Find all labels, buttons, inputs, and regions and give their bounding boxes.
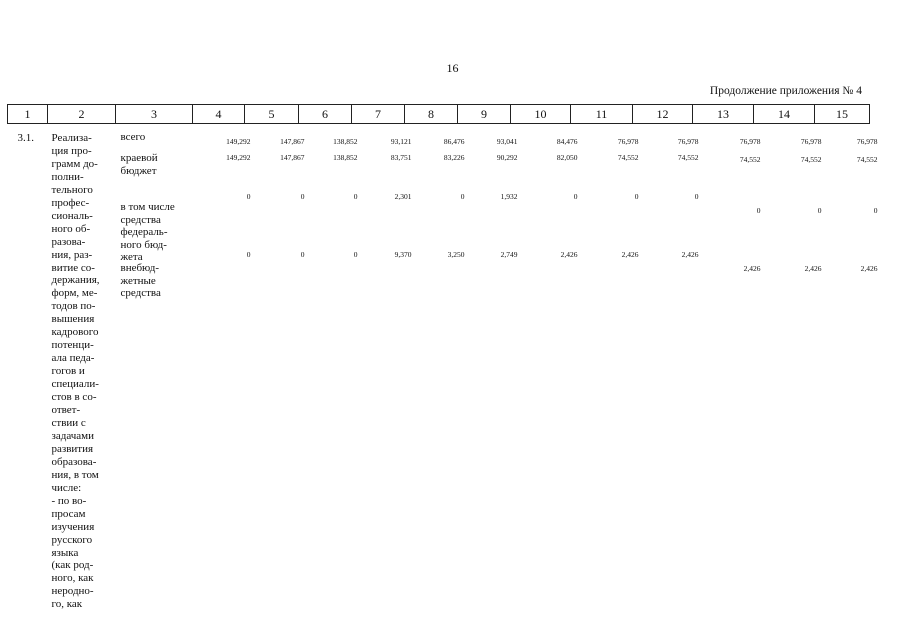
funding-value: 74,552 xyxy=(739,155,761,164)
funding-value: 76,978 xyxy=(856,137,878,146)
activity-name-line: просам xyxy=(51,507,86,520)
funding-source-label: бюджет xyxy=(120,164,157,177)
activity-name-line: ция про- xyxy=(51,144,92,157)
column-header: 10 xyxy=(511,105,571,124)
activity-name-line: задачами xyxy=(51,429,95,442)
activity-name-line: ния, в том xyxy=(51,468,99,481)
funding-value: 3,250 xyxy=(447,250,465,259)
funding-value: 2,426 xyxy=(681,250,699,259)
activity-name-line: языка xyxy=(51,546,79,559)
funding-value: 74,552 xyxy=(800,155,822,164)
funding-value: 74,552 xyxy=(617,153,639,162)
funding-value: 1,932 xyxy=(500,192,518,201)
funding-value: 2,749 xyxy=(500,250,518,259)
column-header: 15 xyxy=(815,105,870,124)
column-header: 7 xyxy=(352,105,405,124)
funding-value: 76,978 xyxy=(800,137,822,146)
activity-name-line: (как род- xyxy=(51,559,94,572)
funding-source-label: жетные xyxy=(120,274,156,287)
activity-name-line: ала педа- xyxy=(51,352,95,365)
activity-name-line: - по во- xyxy=(51,494,87,507)
activity-name-line: полни- xyxy=(51,170,84,183)
activity-name-line: ного, как xyxy=(51,572,94,585)
funding-value: 93,121 xyxy=(390,137,412,146)
funding-value: 83,226 xyxy=(443,153,465,162)
appendix-continuation-note: Продолжение приложения № 4 xyxy=(709,85,862,97)
funding-value: 0 xyxy=(573,192,578,201)
activity-name-line: тельного xyxy=(51,183,93,196)
table-row xyxy=(8,124,870,612)
activity-name-line: изучения xyxy=(51,520,95,533)
funding-value: 147,867 xyxy=(280,153,305,162)
column-number-row xyxy=(8,105,870,124)
activity-name-line: профес- xyxy=(51,196,90,209)
column-header: 12 xyxy=(633,105,693,124)
funding-value: 2,426 xyxy=(621,250,639,259)
activity-name-line: витие со- xyxy=(51,261,95,274)
column-header: 6 xyxy=(299,105,352,124)
funding-value: 0 xyxy=(694,192,699,201)
column-header: 3 xyxy=(116,105,193,124)
column-header: 2 xyxy=(48,105,116,124)
funding-sources xyxy=(116,124,878,612)
activity-name-line: ответ- xyxy=(51,404,81,417)
funding-value: 76,978 xyxy=(739,137,761,146)
funding-source-label: жета xyxy=(120,251,143,263)
funding-value: 0 xyxy=(300,192,305,201)
funding-value: 0 xyxy=(300,250,305,259)
funding-source-label: в том числе xyxy=(120,201,175,213)
funding-value: 76,978 xyxy=(617,137,639,146)
funding-value: 149,292 xyxy=(226,137,251,146)
funding-value: 138,852 xyxy=(333,153,358,162)
activity-name-line: числе: xyxy=(51,481,82,494)
funding-value: 0 xyxy=(756,206,761,215)
column-header: 1 xyxy=(8,105,48,124)
funding-value: 83,751 xyxy=(390,153,412,162)
funding-value: 76,978 xyxy=(677,137,699,146)
activity-name-line: ного об- xyxy=(51,222,91,235)
funding-value: 2,426 xyxy=(804,264,822,273)
funding-value: 74,552 xyxy=(856,155,878,164)
activity-name-line: развития xyxy=(51,442,94,455)
funding-value: 82,050 xyxy=(556,153,578,162)
funding-source-label: средства xyxy=(120,213,161,226)
activity-name xyxy=(48,124,116,612)
column-header: 8 xyxy=(405,105,458,124)
column-header: 5 xyxy=(245,105,299,124)
page-number: 16 xyxy=(446,61,459,75)
funding-source-label: ного бюд- xyxy=(120,238,167,251)
activity-name-line: специали- xyxy=(51,378,99,391)
funding-value: 84,476 xyxy=(556,137,578,146)
activity-name-line: гогов и xyxy=(51,365,85,378)
funding-source-label: средства xyxy=(120,287,161,299)
funding-value: 147,867 xyxy=(280,137,305,146)
activity-name-line: держания, xyxy=(51,274,100,287)
row-number: 3.1. xyxy=(17,132,34,144)
funding-value: 90,292 xyxy=(496,153,518,162)
funding-value: 0 xyxy=(246,192,251,201)
activity-name-line: ствии с xyxy=(51,416,86,429)
funding-source-label: всего xyxy=(120,131,146,143)
activity-name-line: ния, раз- xyxy=(51,248,93,261)
funding-value: 0 xyxy=(460,192,465,201)
activity-name-line: вышения xyxy=(51,313,95,326)
funding-value: 2,426 xyxy=(860,264,878,273)
activity-name-line: стов в со- xyxy=(51,391,97,404)
funding-value: 93,041 xyxy=(496,137,518,146)
funding-source-label: внебюд- xyxy=(120,262,159,274)
funding-value: 2,426 xyxy=(560,250,578,259)
activity-name-line: разова- xyxy=(51,235,86,248)
column-header: 9 xyxy=(458,105,511,124)
funding-source-label: федераль- xyxy=(120,226,168,238)
funding-value: 2,301 xyxy=(394,192,412,201)
funding-value: 149,292 xyxy=(226,153,251,162)
funding-value: 74,552 xyxy=(677,153,699,162)
activity-name-line: тодов по- xyxy=(51,300,96,313)
funding-value: 9,370 xyxy=(394,250,412,259)
activity-name-line: го, как xyxy=(51,598,83,611)
column-header: 13 xyxy=(693,105,754,124)
activity-name-line: русского xyxy=(51,533,93,546)
activity-name-line: кадрового xyxy=(51,326,99,339)
activity-name-line: грамм до- xyxy=(51,157,98,170)
activity-name-line: неродно- xyxy=(51,585,94,598)
activity-name-line: потенци- xyxy=(51,339,94,352)
funding-source-label: краевой xyxy=(120,152,158,164)
funding-value: 0 xyxy=(246,250,251,259)
funding-value: 138,852 xyxy=(333,137,358,146)
column-header: 4 xyxy=(193,105,245,124)
budget-table xyxy=(7,104,878,611)
column-header: 14 xyxy=(754,105,815,124)
column-header: 11 xyxy=(571,105,633,124)
funding-value: 2,426 xyxy=(743,264,761,273)
activity-name-line: сиональ- xyxy=(51,209,93,222)
activity-name-line: форм, ме- xyxy=(51,287,98,300)
activity-name-lines xyxy=(52,132,116,611)
funding-value: 0 xyxy=(353,192,358,201)
activity-name-line: Реализа- xyxy=(51,132,92,144)
funding-value: 0 xyxy=(873,206,878,215)
funding-value: 86,476 xyxy=(443,137,465,146)
funding-value: 0 xyxy=(353,250,358,259)
funding-value: 0 xyxy=(817,206,822,215)
activity-name-line: образова- xyxy=(51,455,97,468)
funding-value: 0 xyxy=(634,192,639,201)
